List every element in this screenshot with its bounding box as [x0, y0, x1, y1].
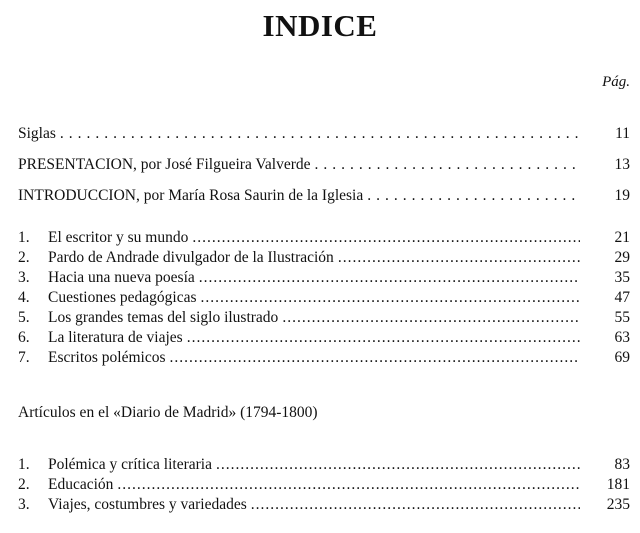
dot-leader [192, 228, 580, 248]
toc-entry-number: 6. [18, 329, 30, 346]
dot-leader [201, 288, 580, 308]
toc-entry-page: 63 [614, 329, 630, 346]
toc-entry-number: 5. [18, 309, 30, 326]
toc-entry-page: 69 [614, 349, 630, 366]
toc-entry-label: Escritos polémicos [48, 349, 166, 366]
toc-entry-label: Pardo de Andrade divulgador de la Ilustración [48, 249, 334, 266]
dot-leader [282, 308, 580, 328]
toc-entry-page: 11 [615, 125, 630, 142]
toc-entry-page: 21 [614, 229, 630, 246]
toc-entry-label: Polémica y crítica literaria [48, 456, 212, 473]
dot-leader [170, 348, 580, 368]
dot-leader [367, 186, 580, 206]
toc-chapter-2 [18, 248, 630, 268]
toc-entry-label: Educación [48, 476, 114, 493]
toc-entry-introduccion [18, 186, 630, 206]
section-heading-articles: Artículos en el «Diario de Madrid» (1794-1800) [18, 404, 318, 421]
dot-leader [187, 328, 580, 348]
toc-article-2 [18, 475, 630, 495]
toc-entry-label: Hacia una nueva poesía [48, 269, 195, 286]
toc-entry-number: 1. [18, 456, 30, 473]
toc-entry-number: 3. [18, 496, 30, 513]
toc-entry-page: 29 [614, 249, 630, 266]
toc-entry-number: 1. [18, 229, 30, 246]
toc-entry-page: 47 [614, 289, 630, 306]
toc-chapter-4 [18, 288, 630, 308]
toc-entry-number: 3. [18, 269, 30, 286]
toc-entry-label: Siglas [18, 125, 56, 142]
toc-entry-page: 83 [614, 456, 630, 473]
toc-entry-page: 13 [614, 156, 630, 173]
page-title: INDICE [262, 8, 378, 43]
dot-leader [199, 268, 580, 288]
toc-article-3 [18, 495, 630, 515]
toc-entry-number: 2. [18, 249, 30, 266]
toc-chapter-7 [18, 348, 630, 368]
toc-entry-page: 235 [606, 496, 630, 513]
toc-entry-label: INTRODUCCION, por María Rosa Saurin de la Iglesia [18, 187, 364, 204]
dot-leader [216, 455, 580, 475]
toc-entry-label: El escritor y su mundo [48, 229, 189, 246]
toc-chapter-1 [18, 228, 630, 248]
page-column-header: Pág. [602, 74, 630, 90]
toc-entry-number: 4. [18, 289, 30, 306]
dot-leader [117, 475, 580, 495]
dot-leader [338, 248, 580, 268]
toc-entry-presentacion [18, 155, 630, 175]
dot-leader [251, 495, 580, 515]
toc-entry-page: 19 [614, 187, 630, 204]
toc-entry-page: 35 [614, 269, 630, 286]
toc-article-1 [18, 455, 630, 475]
toc-chapter-3 [18, 268, 630, 288]
toc-entry-page: 55 [614, 309, 630, 326]
toc-entry-number: 2. [18, 476, 30, 493]
dot-leader [315, 155, 580, 175]
toc-entry-page: 181 [606, 476, 630, 493]
toc-entry-label: La literatura de viajes [48, 329, 183, 346]
toc-entry-siglas [18, 124, 630, 144]
dot-leader [60, 124, 580, 144]
toc-chapter-5 [18, 308, 630, 328]
toc-entry-label: Viajes, costumbres y variedades [48, 496, 247, 513]
toc-entry-number: 7. [18, 349, 30, 366]
toc-chapter-6 [18, 328, 630, 348]
toc-entry-label: Cuestiones pedagógicas [48, 289, 197, 306]
toc-entry-label: PRESENTACION, por José Filgueira Valverde [18, 156, 311, 173]
toc-entry-label: Los grandes temas del siglo ilustrado [48, 309, 279, 326]
